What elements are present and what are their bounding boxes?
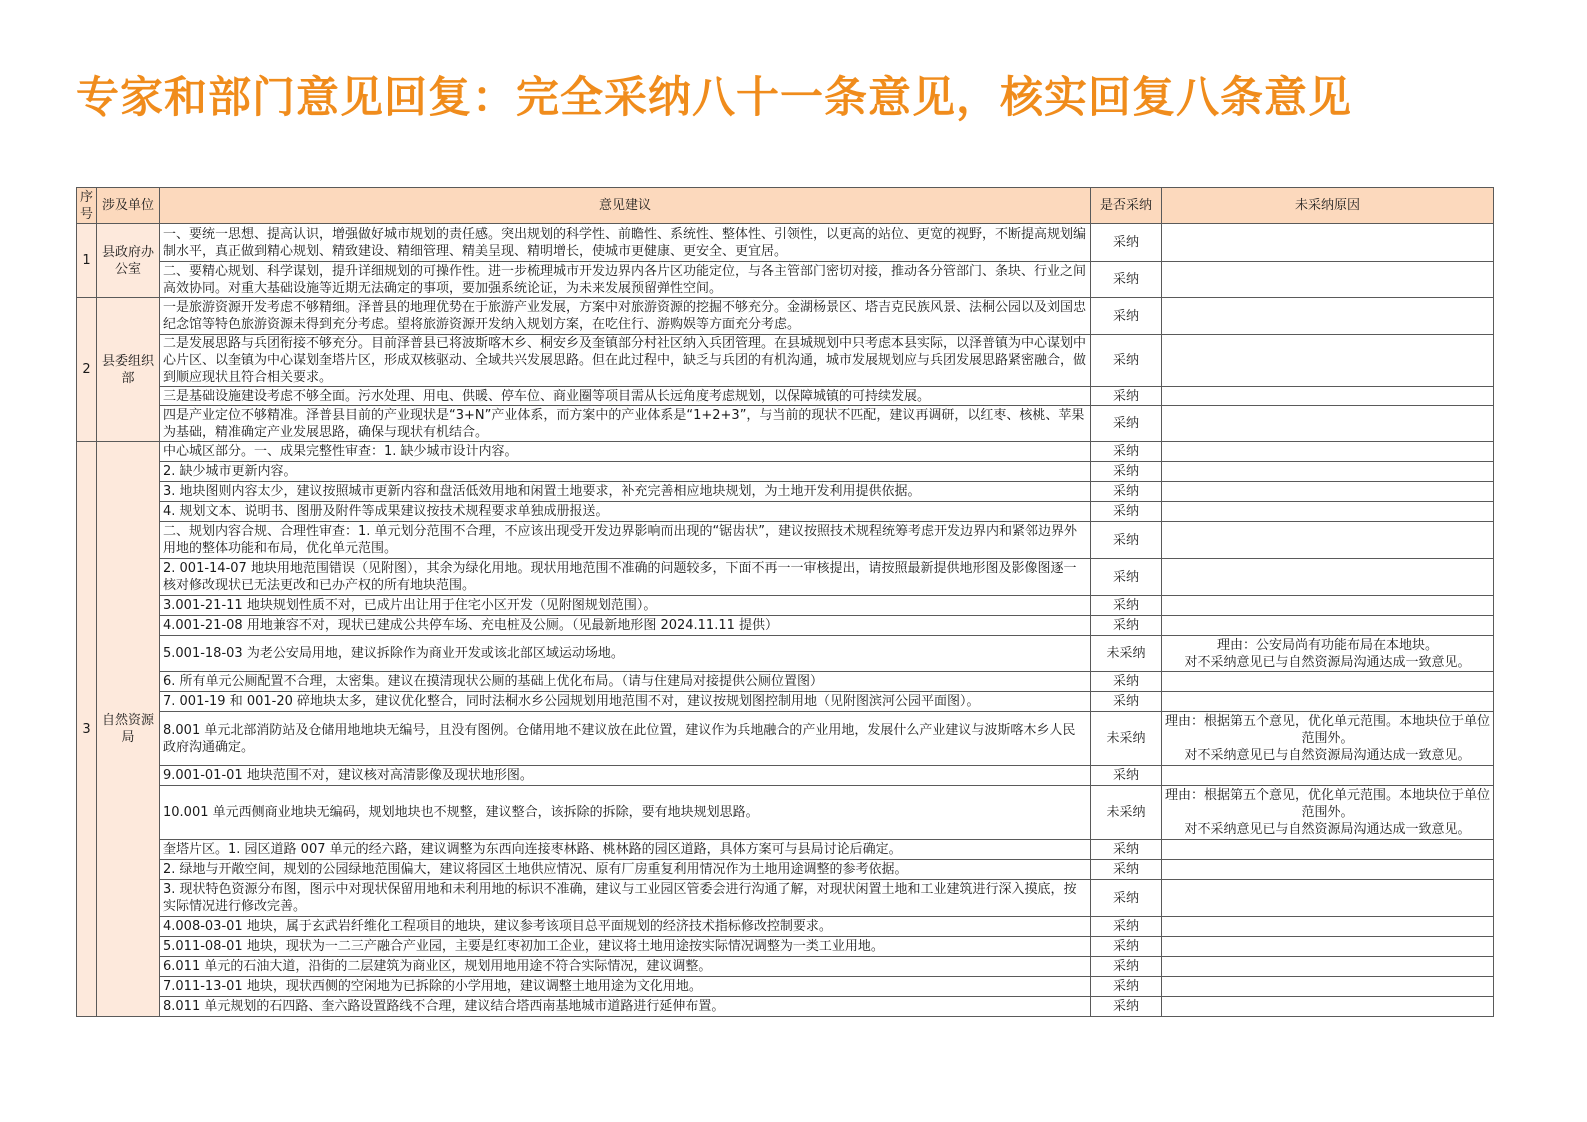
- table-row: [77, 672, 1494, 692]
- group-seq: 3: [77, 442, 97, 1017]
- adopted-cell: 未采纳: [1091, 712, 1162, 766]
- reason-cell: [1162, 482, 1494, 502]
- opinion-cell: 2. 绿地与开敞空间，规划的公园绿地范围偏大，建议将园区土地供应情况、原有厂房重复利用情况作为土地用途调整的参考依据。: [160, 860, 1091, 880]
- adopted-cell: 采纳: [1091, 880, 1162, 917]
- reason-cell: [1162, 335, 1494, 387]
- table-row: [77, 977, 1494, 997]
- adopted-cell: 采纳: [1091, 672, 1162, 692]
- table-row: [77, 387, 1494, 406]
- table-row: [77, 880, 1494, 917]
- opinion-cell: 2. 缺少城市更新内容。: [160, 462, 1091, 482]
- adopted-cell: 未采纳: [1091, 636, 1162, 672]
- page-title: 专家和部门意见回复：完全采纳八十一条意见，核实回复八条意见: [76, 73, 1352, 123]
- adopted-cell: 采纳: [1091, 860, 1162, 880]
- opinion-cell: 7. 001-19 和 001-20 碎地块太多，建议优化整合，同时法桐水乡公园规划用地范围不对，建议按规划图控制用地（见附图滨河公园平面图）。: [160, 692, 1091, 712]
- adopted-cell: 采纳: [1091, 957, 1162, 977]
- opinion-table: [76, 187, 1494, 1017]
- reason-cell: [1162, 406, 1494, 442]
- table-row: [77, 766, 1494, 786]
- table-row: [77, 522, 1494, 559]
- reason-cell: [1162, 616, 1494, 636]
- table-row: [77, 335, 1494, 387]
- reason-cell: [1162, 387, 1494, 406]
- reason-cell: 理由：根据第五个意见，优化单元范围。本地块位于单位范围外。 对不采纳意见已与自然资源局沟通达成一致意见。: [1162, 712, 1494, 766]
- reason-cell: [1162, 957, 1494, 977]
- table-row: [77, 692, 1494, 712]
- table-row: [77, 786, 1494, 840]
- table-row: [77, 462, 1494, 482]
- group-unit: 县委组织部: [97, 298, 160, 442]
- opinion-cell: 4. 规划文本、说明书、图册及附件等成果建议按技术规程要求单独成册报送。: [160, 502, 1091, 522]
- table-body: [77, 224, 1494, 1017]
- opinion-cell: 9.001-01-01 地块范围不对，建议核对高清影像及现状地形图。: [160, 766, 1091, 786]
- reason-cell: [1162, 596, 1494, 616]
- adopted-cell: 采纳: [1091, 917, 1162, 937]
- opinion-cell: 一、要统一思想、提高认识，增强做好城市规划的责任感。突出规划的科学性、前瞻性、系统性、整体性、引领性，以更高的站位、更宽的视野，不断提高规划编制水平，真正做到精心规划、精致建设、精细管理、精美呈现、精明增长，使城市更健康、更安全、更宜居。: [160, 224, 1091, 262]
- table-row: [77, 997, 1494, 1017]
- opinion-cell: 3. 现状特色资源分布图，图示中对现状保留用地和未利用地的标识不准确，建议与工业园区管委会进行沟通了解，对现状闲置土地和工业建筑进行深入摸底，按实际情况进行修改完善。: [160, 880, 1091, 917]
- reason-cell: [1162, 672, 1494, 692]
- table-row: [77, 224, 1494, 262]
- header-opinion: 意见建议: [160, 188, 1091, 224]
- adopted-cell: 未采纳: [1091, 786, 1162, 840]
- opinion-cell: 2. 001-14-07 地块用地范围错误（见附图），其余为绿化用地。现状用地范围不准确的问题较多，下面不再一一审核提出，请按照最新提供地形图及影像图逐一核对修改现状已无法更改和已办产权的所有地块范围。: [160, 559, 1091, 596]
- reason-cell: [1162, 298, 1494, 335]
- adopted-cell: 采纳: [1091, 442, 1162, 462]
- opinion-cell: 6.011 单元的石油大道，沿街的二层建筑为商业区，规划用地用途不符合实际情况，建议调整。: [160, 957, 1091, 977]
- opinion-cell: 奎塔片区。1. 园区道路 007 单元的经六路，建议调整为东西向连接枣林路、桃林路的园区道路，具体方案可与县局讨论后确定。: [160, 840, 1091, 860]
- reason-cell: [1162, 442, 1494, 462]
- opinion-cell: 一是旅游资源开发考虑不够精细。泽普县的地理优势在于旅游产业发展，方案中对旅游资源的挖掘不够充分。金湖杨景区、塔吉克民族风景、法桐公园以及刘国忠纪念馆等特色旅游资源未得到充分考虑。望将旅游资源开发纳入规划方案，在吃住行、游购娱等方面充分考虑。: [160, 298, 1091, 335]
- opinion-cell: 10.001 单元西侧商业地块无编码，规划地块也不规整，建议整合，该拆除的拆除，要有地块规划思路。: [160, 786, 1091, 840]
- table-row: [77, 559, 1494, 596]
- header-unit: 涉及单位: [97, 188, 160, 224]
- opinion-cell: 5.001-18-03 为老公安局用地，建议拆除作为商业开发或该北部区域运动场地。: [160, 636, 1091, 672]
- reason-cell: 理由：公安局尚有功能布局在本地块。 对不采纳意见已与自然资源局沟通达成一致意见。: [1162, 636, 1494, 672]
- opinion-cell: 三是基础设施建设考虑不够全面。污水处理、用电、供暖、停车位、商业圈等项目需从长远角度考虑规划，以保障城镇的可持续发展。: [160, 387, 1091, 406]
- adopted-cell: 采纳: [1091, 335, 1162, 387]
- table-row: [77, 262, 1494, 298]
- adopted-cell: 采纳: [1091, 559, 1162, 596]
- reason-cell: [1162, 502, 1494, 522]
- reason-cell: [1162, 880, 1494, 917]
- adopted-cell: 采纳: [1091, 522, 1162, 559]
- adopted-cell: 采纳: [1091, 406, 1162, 442]
- header-reason: 未采纳原因: [1162, 188, 1494, 224]
- header-seq: 序号: [77, 188, 97, 224]
- group-unit: 自然资源局: [97, 442, 160, 1017]
- reason-cell: 理由：根据第五个意见，优化单元范围。本地块位于单位范围外。 对不采纳意见已与自然资源局沟通达成一致意见。: [1162, 786, 1494, 840]
- adopted-cell: 采纳: [1091, 224, 1162, 262]
- group-unit: 县政府办公室: [97, 224, 160, 298]
- opinion-cell: 二、规划内容合规、合理性审查：1. 单元划分范围不合理，不应该出现受开发边界影响而出现的“锯齿状”，建议按照技术规程统筹考虑开发边界内和紧邻边界外用地的整体功能和布局，优化单元范围。: [160, 522, 1091, 559]
- opinion-cell: 8.011 单元规划的石四路、奎六路设置路线不合理，建议结合塔西南基地城市道路进行延伸布置。: [160, 997, 1091, 1017]
- table-row: [77, 937, 1494, 957]
- group-seq: 1: [77, 224, 97, 298]
- adopted-cell: 采纳: [1091, 692, 1162, 712]
- opinion-cell: 二是发展思路与兵团衔接不够充分。目前泽普县已将波斯喀木乡、桐安乡及奎镇部分村社区纳入兵团管理。在县城规划中只考虑本县实际，以泽普镇为中心谋划中心片区、以奎镇为中心谋划奎塔片区，形成双核驱动、全域共兴发展思路。但在此过程中，缺乏与兵团的有机沟通，城市发展规划应与兵团发展思路紧密融合，做到顺应现状且符合相关要求。: [160, 335, 1091, 387]
- opinion-cell: 5.011-08-01 地块，现状为一二三产融合产业园，主要是红枣初加工企业，建议将土地用途按实际情况调整为一类工业用地。: [160, 937, 1091, 957]
- adopted-cell: 采纳: [1091, 616, 1162, 636]
- reason-cell: [1162, 224, 1494, 262]
- reason-cell: [1162, 559, 1494, 596]
- adopted-cell: 采纳: [1091, 937, 1162, 957]
- adopted-cell: 采纳: [1091, 298, 1162, 335]
- reason-cell: [1162, 522, 1494, 559]
- reason-cell: [1162, 462, 1494, 482]
- table-row: [77, 298, 1494, 335]
- adopted-cell: 采纳: [1091, 977, 1162, 997]
- reason-cell: [1162, 977, 1494, 997]
- opinion-cell: 二、要精心规划、科学谋划，提升详细规划的可操作性。进一步梳理城市开发边界内各片区功能定位，与各主管部门密切对接，推动各分管部门、条块、行业之间高效协同。对重大基础设施等近期无法确定的事项，要加强系统论证，为未来发展预留弹性空间。: [160, 262, 1091, 298]
- table-row: [77, 712, 1494, 766]
- adopted-cell: 采纳: [1091, 482, 1162, 502]
- reason-cell: [1162, 997, 1494, 1017]
- opinion-cell: 3. 地块图则内容太少，建议按照城市更新内容和盘活低效用地和闲置土地要求，补充完善相应地块规划，为土地开发利用提供依据。: [160, 482, 1091, 502]
- table-row: [77, 636, 1494, 672]
- reason-cell: [1162, 860, 1494, 880]
- opinion-cell: 3.001-21-11 地块规划性质不对，已成片出让用于住宅小区开发（见附图规划范围）。: [160, 596, 1091, 616]
- table-header-row: [77, 188, 1494, 224]
- adopted-cell: 采纳: [1091, 766, 1162, 786]
- table-row: [77, 502, 1494, 522]
- table-row: [77, 406, 1494, 442]
- group-seq: 2: [77, 298, 97, 442]
- opinion-cell: 8.001 单元北部消防站及仓储用地地块无编号，且没有图例。仓储用地不建议放在此位置，建议作为兵地融合的产业用地，发展什么产业建议与波斯喀木乡人民政府沟通确定。: [160, 712, 1091, 766]
- table-row: [77, 917, 1494, 937]
- adopted-cell: 采纳: [1091, 997, 1162, 1017]
- reason-cell: [1162, 840, 1494, 860]
- reason-cell: [1162, 937, 1494, 957]
- table-row: [77, 596, 1494, 616]
- opinion-cell: 7.011-13-01 地块，现状西侧的空闲地为已拆除的小学用地，建议调整土地用途为文化用地。: [160, 977, 1091, 997]
- reason-cell: [1162, 692, 1494, 712]
- table-row: [77, 442, 1494, 462]
- adopted-cell: 采纳: [1091, 596, 1162, 616]
- opinion-cell: 4.008-03-01 地块，属于玄武岩纤维化工程项目的地块，建议参考该项目总平面规划的经济技术指标修改控制要求。: [160, 917, 1091, 937]
- table-row: [77, 840, 1494, 860]
- opinion-cell: 中心城区部分。一、成果完整性审查：1. 缺少城市设计内容。: [160, 442, 1091, 462]
- opinion-cell: 4.001-21-08 用地兼容不对，现状已建成公共停车场、充电桩及公厕。（见最新地形图 2024.11.11 提供）: [160, 616, 1091, 636]
- adopted-cell: 采纳: [1091, 502, 1162, 522]
- table-row: [77, 957, 1494, 977]
- table-row: [77, 482, 1494, 502]
- adopted-cell: 采纳: [1091, 387, 1162, 406]
- reason-cell: [1162, 917, 1494, 937]
- table-row: [77, 616, 1494, 636]
- table-row: [77, 860, 1494, 880]
- opinion-cell: 四是产业定位不够精准。泽普县目前的产业现状是“3+N”产业体系，而方案中的产业体系是“1+2+3”，与当前的现状不匹配，建议再调研，以红枣、核桃、苹果为基础，精准确定产业发展思路，确保与现状有机结合。: [160, 406, 1091, 442]
- adopted-cell: 采纳: [1091, 262, 1162, 298]
- reason-cell: [1162, 766, 1494, 786]
- reason-cell: [1162, 262, 1494, 298]
- header-adopted: 是否采纳: [1091, 188, 1162, 224]
- opinion-cell: 6. 所有单元公厕配置不合理，太密集。建议在摸清现状公厕的基础上优化布局。（请与住建局对接提供公厕位置图）: [160, 672, 1091, 692]
- adopted-cell: 采纳: [1091, 840, 1162, 860]
- adopted-cell: 采纳: [1091, 462, 1162, 482]
